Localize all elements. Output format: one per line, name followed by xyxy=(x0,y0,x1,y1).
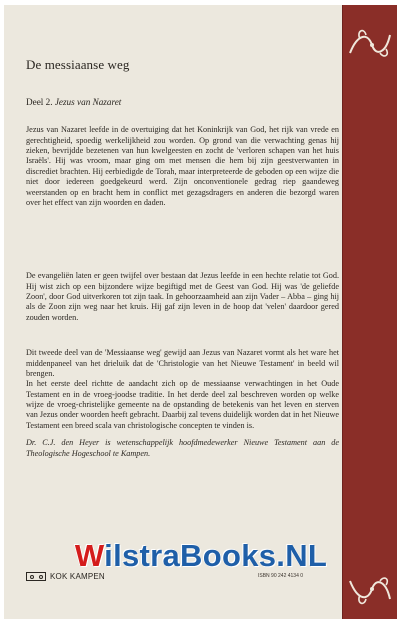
publisher-name: KOK KAMPEN xyxy=(50,572,105,581)
part-label: Deel 2. xyxy=(26,97,53,107)
blurb-paragraph: Jezus van Nazaret leefde in de overtuiging dat het Koninkrijk van God, het rijk van vrede en gerechtigheid, spoedig werkelijkheid zou worden. Op grond van die verwachting genas hij zieken, bevrijdde bezetenen van hun kwelgeesten en zocht de 'verloren schapen van het huis Israëls'. Hij was vroom, maar ging om met mensen die hem bij zijn geestverwanten in discrediet brachten. Hij eerbiedigde de Torah, maar interpreteerde de geboden op een wijze die niet door iedereen goedgekeurd werd. Zijn onconventionele gedrag riep gaandeweg weerstanden op en bracht hem in conflict met gezagsdragers en anderen die bezorgd waren over het effect van zijn woorden en daden. xyxy=(26,125,339,208)
vine-ornament-icon xyxy=(346,571,394,611)
blurb-paragraph: Dit tweede deel van de 'Messiaanse weg' gewijd aan Jezus van Nazaret vormt als het ware het middenpaneel van het drieluik dat de 'Christologie van het Nieuwe Testament' in beeld wil brengen. xyxy=(26,348,339,378)
part-title: Jezus van Nazaret xyxy=(54,97,122,107)
isbn-number: ISBN 90 242 4134 0 xyxy=(258,573,304,579)
book-subtitle xyxy=(26,97,121,107)
cloth-spine xyxy=(342,5,397,619)
watermark-text: ilstraBooks.NL xyxy=(104,538,328,573)
vine-ornament-icon xyxy=(346,23,394,63)
book-title: De messiaanse weg xyxy=(26,57,130,72)
publisher-logo-icon xyxy=(26,572,46,581)
book-back-cover xyxy=(4,5,397,619)
watermark-initial: W xyxy=(74,538,105,573)
author-note: Dr. C.J. den Heyer is wetenschappelijk hoofdmedewerker Nieuwe Testament aan de Theologische Hogeschool te Kampen. xyxy=(26,438,339,458)
publisher-imprint xyxy=(26,572,105,581)
blurb-paragraph: De evangeliën laten er geen twijfel over bestaan dat Jezus leefde in een hechte relatie tot God. Hij wist zich op een bijzondere wijze begiftigd met de Geest van God. Hij was 'de geliefde Zoon', door God uitverkoren tot zijn taak. In gehoorzaamheid aan zijn Vader – Abba – ging hij als de Zoon zijn weg naar het kruis. Hij gaf zijn leven in de hoop dat 'velen' daardoor gered zouden worden. xyxy=(26,271,339,322)
blurb-paragraph: In het eerste deel richtte de aandacht zich op de messiaanse verwachtingen in het Oude Testament en in de vroeg-joodse traditie. In het derde deel zal beschreven worden op welke wijze de vroeg-christelijke gemeente na de opstanding de betekenis van het leven en sterven van Jezus onder woorden heeft gebracht. Daarbij zal tevens duidelijk worden dat in het Nieuwe Testament een breed scala van christologische concepten te vinden is. xyxy=(26,379,339,430)
